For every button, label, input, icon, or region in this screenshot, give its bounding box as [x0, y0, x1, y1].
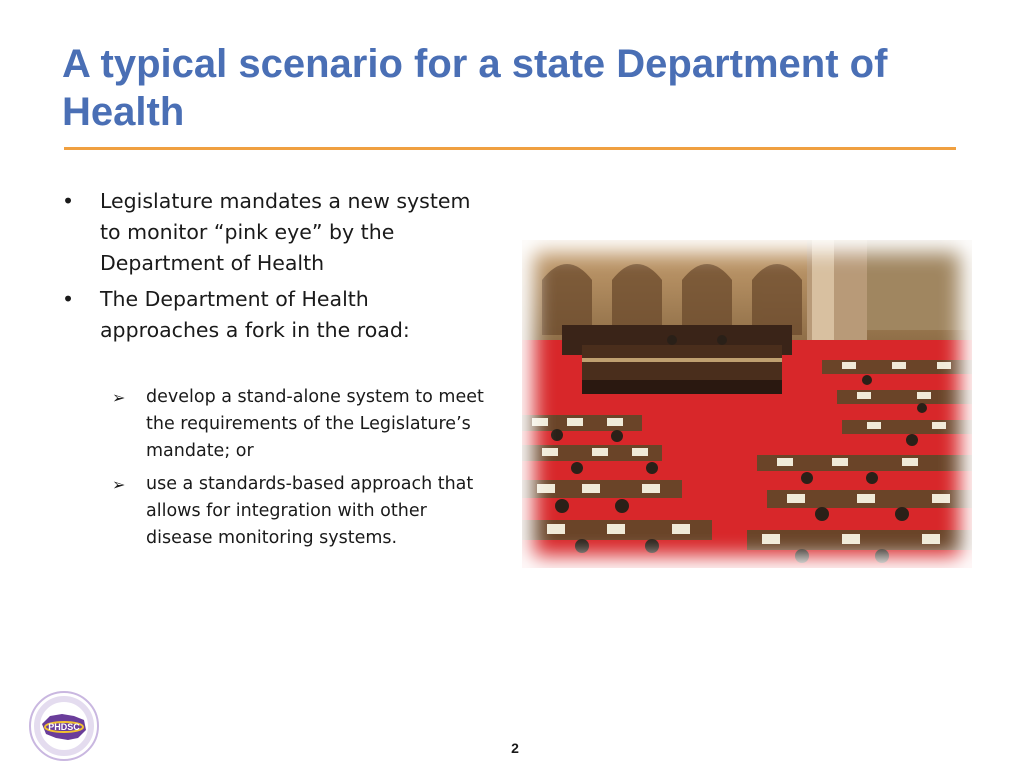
- arrowhead-bullet-icon: ➢: [112, 388, 126, 407]
- sub-bullet-item: [112, 471, 492, 552]
- bullet-dot-icon: •: [62, 287, 75, 311]
- logo-text: PHDSC: [48, 722, 80, 732]
- sub-bullet-list: [112, 384, 492, 558]
- bullet-item: [62, 284, 492, 346]
- bullet-dot-icon: •: [62, 189, 75, 213]
- sub-bullet-text: use a standards-based approach that allows for integration with other disease monitoring systems.: [146, 474, 474, 548]
- legislature-chamber-photo: [522, 240, 972, 568]
- slide-title: A typical scenario for a state Department of Health: [62, 42, 888, 134]
- bullet-item: [62, 186, 492, 279]
- title-divider: [64, 147, 956, 150]
- phdsc-logo: [28, 690, 100, 762]
- sub-bullet-item: [112, 384, 492, 465]
- sub-bullet-text: develop a stand-alone system to meet the requirements of the Legislature’s mandate; or: [146, 387, 484, 461]
- main-bullet-list: [62, 186, 492, 351]
- arrowhead-bullet-icon: ➢: [112, 475, 126, 494]
- page-number: 2: [511, 740, 519, 756]
- bullet-text: Legislature mandates a new system to monitor “pink eye” by the Department of Health: [100, 189, 471, 275]
- bullet-text: The Department of Health approaches a fork in the road:: [100, 287, 410, 342]
